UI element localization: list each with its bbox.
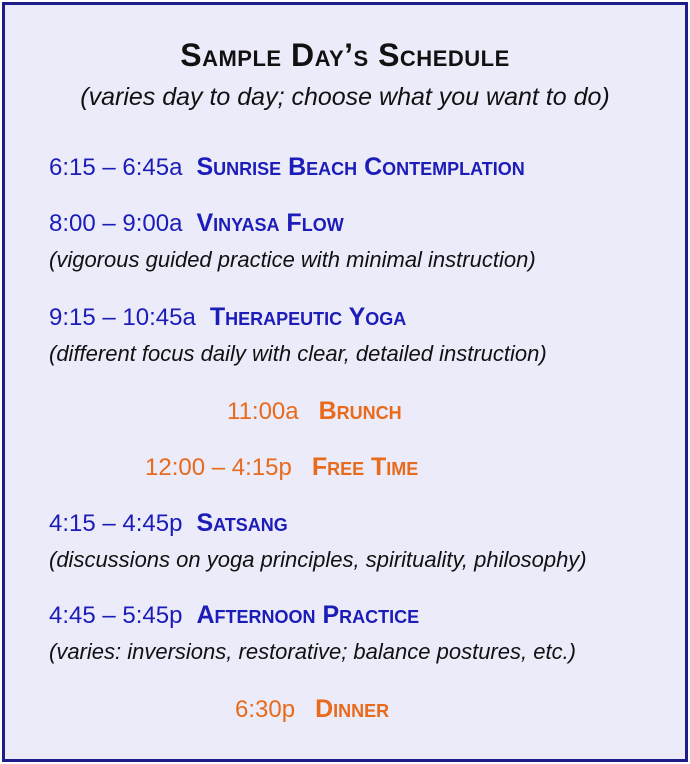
schedule-activity: Satsang	[196, 509, 288, 537]
schedule-time: 9:15 – 10:45a	[49, 304, 196, 331]
schedule-note: (varies: inversions, restorative; balance postures, etc.)	[49, 639, 577, 664]
schedule-time: 8:00 – 9:00a	[49, 210, 183, 237]
schedule-item-brunch	[227, 397, 402, 426]
schedule-time: 6:15 – 6:45a	[49, 154, 183, 181]
schedule-activity: Sunrise Beach Contemplation	[196, 153, 525, 181]
schedule-note: (discussions on yoga principles, spirituality, philosophy)	[49, 547, 587, 572]
schedule-activity: Afternoon Practice	[196, 601, 420, 629]
schedule-time: 4:45 – 5:45p	[49, 602, 183, 629]
page-title: Sample Day’s Schedule	[180, 37, 510, 73]
schedule-activity: Free Time	[311, 453, 419, 481]
schedule-time: 6:30p	[235, 696, 296, 723]
schedule-note: (different focus daily with clear, detailed instruction)	[49, 341, 547, 366]
schedule-item-free-time	[145, 453, 418, 482]
schedule-activity: Brunch	[318, 397, 402, 425]
schedule-item-therapeutic	[49, 303, 406, 332]
schedule-card	[2, 2, 688, 762]
schedule-note: (vigorous guided practice with minimal instruction)	[49, 247, 536, 272]
schedule-item-satsang	[49, 509, 288, 538]
schedule-item-dinner	[235, 695, 389, 724]
schedule-item-sunrise	[49, 153, 525, 182]
schedule-activity: Vinyasa Flow	[196, 209, 344, 237]
schedule-item-afternoon	[49, 601, 419, 630]
schedule-activity: Dinner	[315, 695, 390, 723]
page-subtitle: (varies day to day; choose what you want to do)	[80, 83, 610, 111]
schedule-time: 12:00 – 4:15p	[145, 454, 292, 481]
schedule-activity: Therapeutic Yoga	[209, 303, 407, 331]
schedule-time: 11:00a	[227, 398, 299, 425]
schedule-time: 4:15 – 4:45p	[49, 510, 183, 537]
schedule-item-vinyasa	[49, 209, 344, 238]
